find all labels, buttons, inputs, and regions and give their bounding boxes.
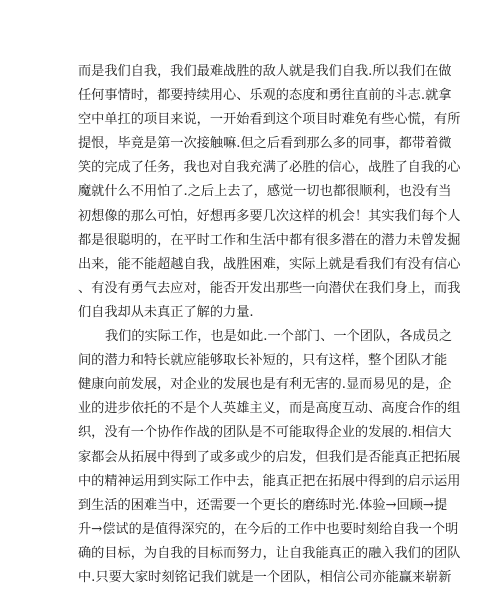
text-line: 中.只要大家时刻铭记我们就是一个团队，相信公司亦能赢来崭新 [78, 569, 452, 585]
text-line: 而是我们自我，我们最难战胜的敌人就是我们自我.所以我们在做 [78, 64, 452, 79]
text-line: 、有没有勇气去应对，能否开发出那些一向潜伏在我们身上，而我 [78, 280, 461, 296]
text-line: 间的潜力和特长就应能够取长补短的，只有这样，整个团队才能 [78, 353, 448, 369]
text-line: 初想像的那么可怕，好想再多要几次这样的机会！其实我们每个人 [78, 208, 461, 224]
paragraph-2 [78, 325, 461, 590]
text-line: 们自我却从未真正了解的力量. [78, 304, 254, 320]
text-line: 空中单扛的项目来说，一开始看到这个项目时难免有些心慌，有所 [78, 112, 461, 128]
text-line: 笑的完成了任务，我也对自我充满了必胜的信心，战胜了自我的心 [78, 160, 461, 176]
text-line: 我们的实际工作，也是如此.一个部门、一个团队，各成员之 [105, 329, 453, 345]
text-line: 都是很聪明的，在平时工作和生活中都有很多潜在的潜力未曾发掘 [78, 232, 461, 248]
text-line: 健康向前发展，对企业的发展也是有利无害的.显而易见的是，企 [78, 377, 452, 393]
text-line: 出来，能不能超越自我，战胜困难，实际上就是看我们有没有信心 [78, 256, 461, 272]
text-line: 任何事情时，都要持续用心、乐观的态度和勇往直前的斗志.就拿 [78, 88, 452, 104]
body-text [78, 60, 461, 590]
text-line: 中的精神运用到实际工作中去，能真正把在拓展中得到的启示运用 [78, 473, 461, 489]
text-line: 提恨，毕竟是第一次接触嘛.但之后看到那么多的同事，都带着微 [78, 136, 452, 152]
text-line: 升→偿试的是值得深究的，在今后的工作中也要时刻给自我一个明 [78, 521, 459, 537]
text-line: 魔就什么不用怕了.之后上去了，感觉一切也都很顺利，也没有当 [78, 184, 452, 200]
text-line: 家都会从拓展中得到了或多或少的启发，但我们是否能真正把拓展 [78, 449, 461, 465]
text-line: 织，没有一个协作作战的团队是不可能取得企业的发展的.相信大 [78, 425, 452, 441]
paragraph-1 [78, 60, 461, 325]
text-line: 到生活的困难当中，还需要一个更长的磨练时光.体验→回顾→提 [78, 497, 448, 513]
text-line: 业的进步依托的不是个人英雄主义，而是高度互动、高度合作的组 [78, 401, 461, 417]
text-line: 确的目标，为自我的目标而努力，让自我能真正的融入我们的团队 [78, 545, 461, 561]
